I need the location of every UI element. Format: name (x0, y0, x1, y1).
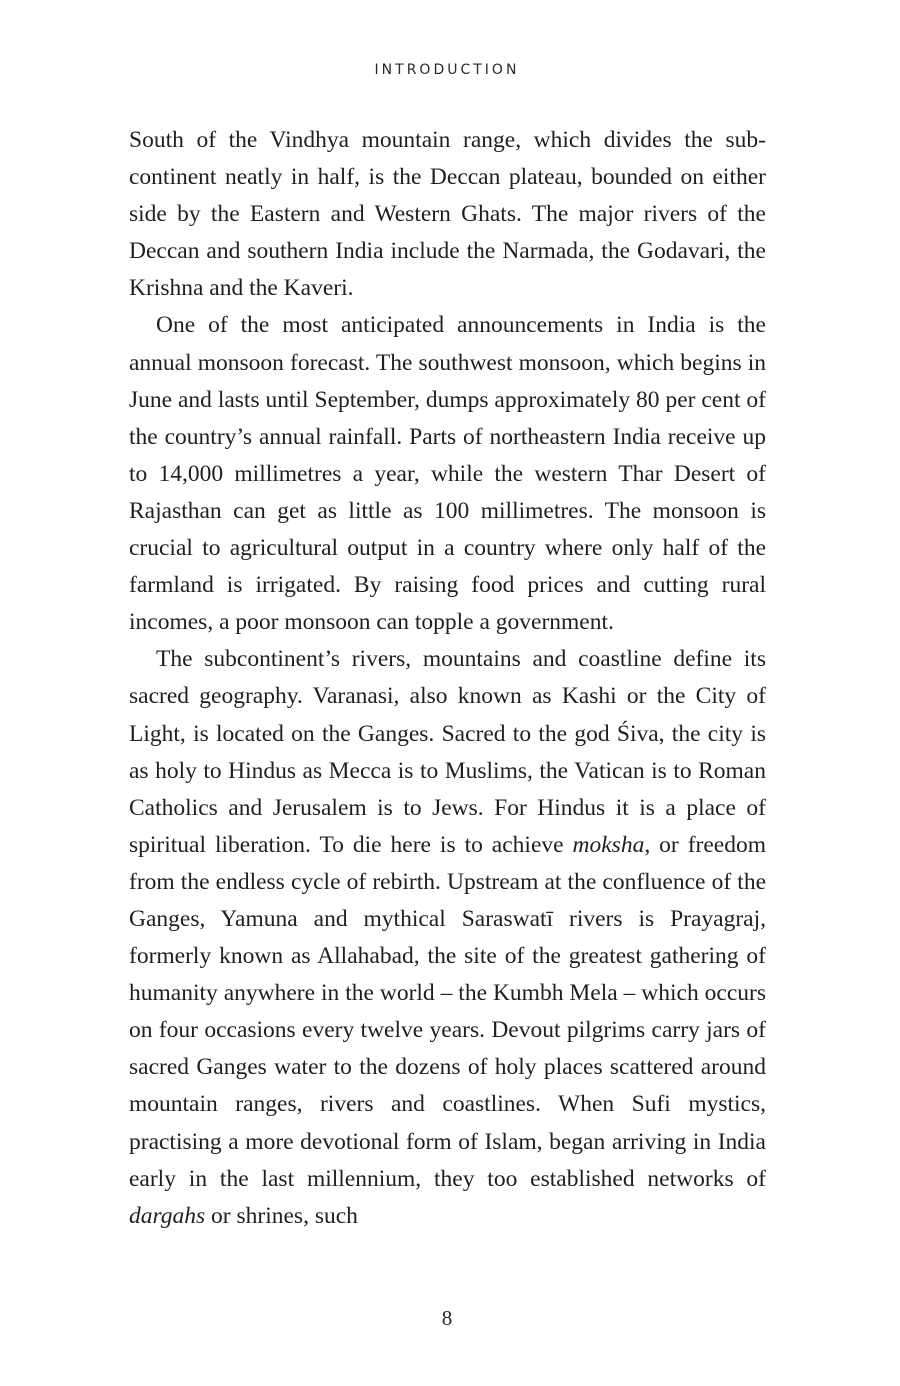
paragraph-text: South of the Vindhya mountain range, which divides the subcontinent neatly in half, is the Deccan plateau, bounded on either side by the Eastern and Western Ghats. The major rivers of the Deccan and southern India include the Narmada, the Godavari, the Krishna and the Kaveri. (129, 127, 766, 302)
running-head: INTRODUCTION (374, 62, 520, 78)
italic-term-dargahs: dargahs (129, 1202, 206, 1229)
paragraph-text: The subcontinent’s rivers, mountains and coastline define its sacred geography. Varanasi, also known as Kashi or the City of Light, is located on the Ganges. Sacred to the god Śiva, the city is as holy to Hindus as Mecca is to Muslims, the Vatican is to Roman Catholics and Jerusalem is to Jews. For Hindus it is a place of spiritual liberation. To die here is to achieve (129, 646, 766, 858)
paragraph-text: One of the most anticipated announcements in India is the annual monsoon forecast. The southwest monsoon, which begins in June and lasts until September, dumps approximately 80 per cent of the country’s annual rainfall. Parts of northeastern India receive up to 14,000 millimetres a year, while the western Thar Desert of Rajasthan can get as little as 100 millimetres. The monsoon is crucial to agricultural output in a country where only half of the farmland is irrigated. By raising food prices and cutting rural incomes, a poor monsoon can topple a government. (129, 312, 766, 636)
paragraph-deccan (129, 122, 766, 307)
italic-term-moksha: moksha (572, 831, 645, 858)
paragraph-sacred-geography (129, 641, 766, 1235)
page-number: 8 (441, 1306, 453, 1330)
paragraph-text: , or freedom from the endless cycle of rebirth. Upstream at the confluence of the Ganges, Yamuna and mythical Saraswatī rivers is Prayagraj, formerly known as Allahabad, the site of the greatest gathering of humanity anywhere in the world – the Kumbh Mela – which occurs on four occasions every twelve years. Devout pilgrims carry jars of sacred Ganges water to the dozens of holy places scattered around mountain ranges, rivers and coastlines. When Sufi mystics, practising a more devotional form of Islam, began arriving in India early in the last millennium, they too established networks of (129, 831, 766, 1192)
paragraph-text: or shrines, such (205, 1202, 358, 1229)
body-text (129, 122, 766, 1235)
paragraph-monsoon (129, 307, 766, 641)
